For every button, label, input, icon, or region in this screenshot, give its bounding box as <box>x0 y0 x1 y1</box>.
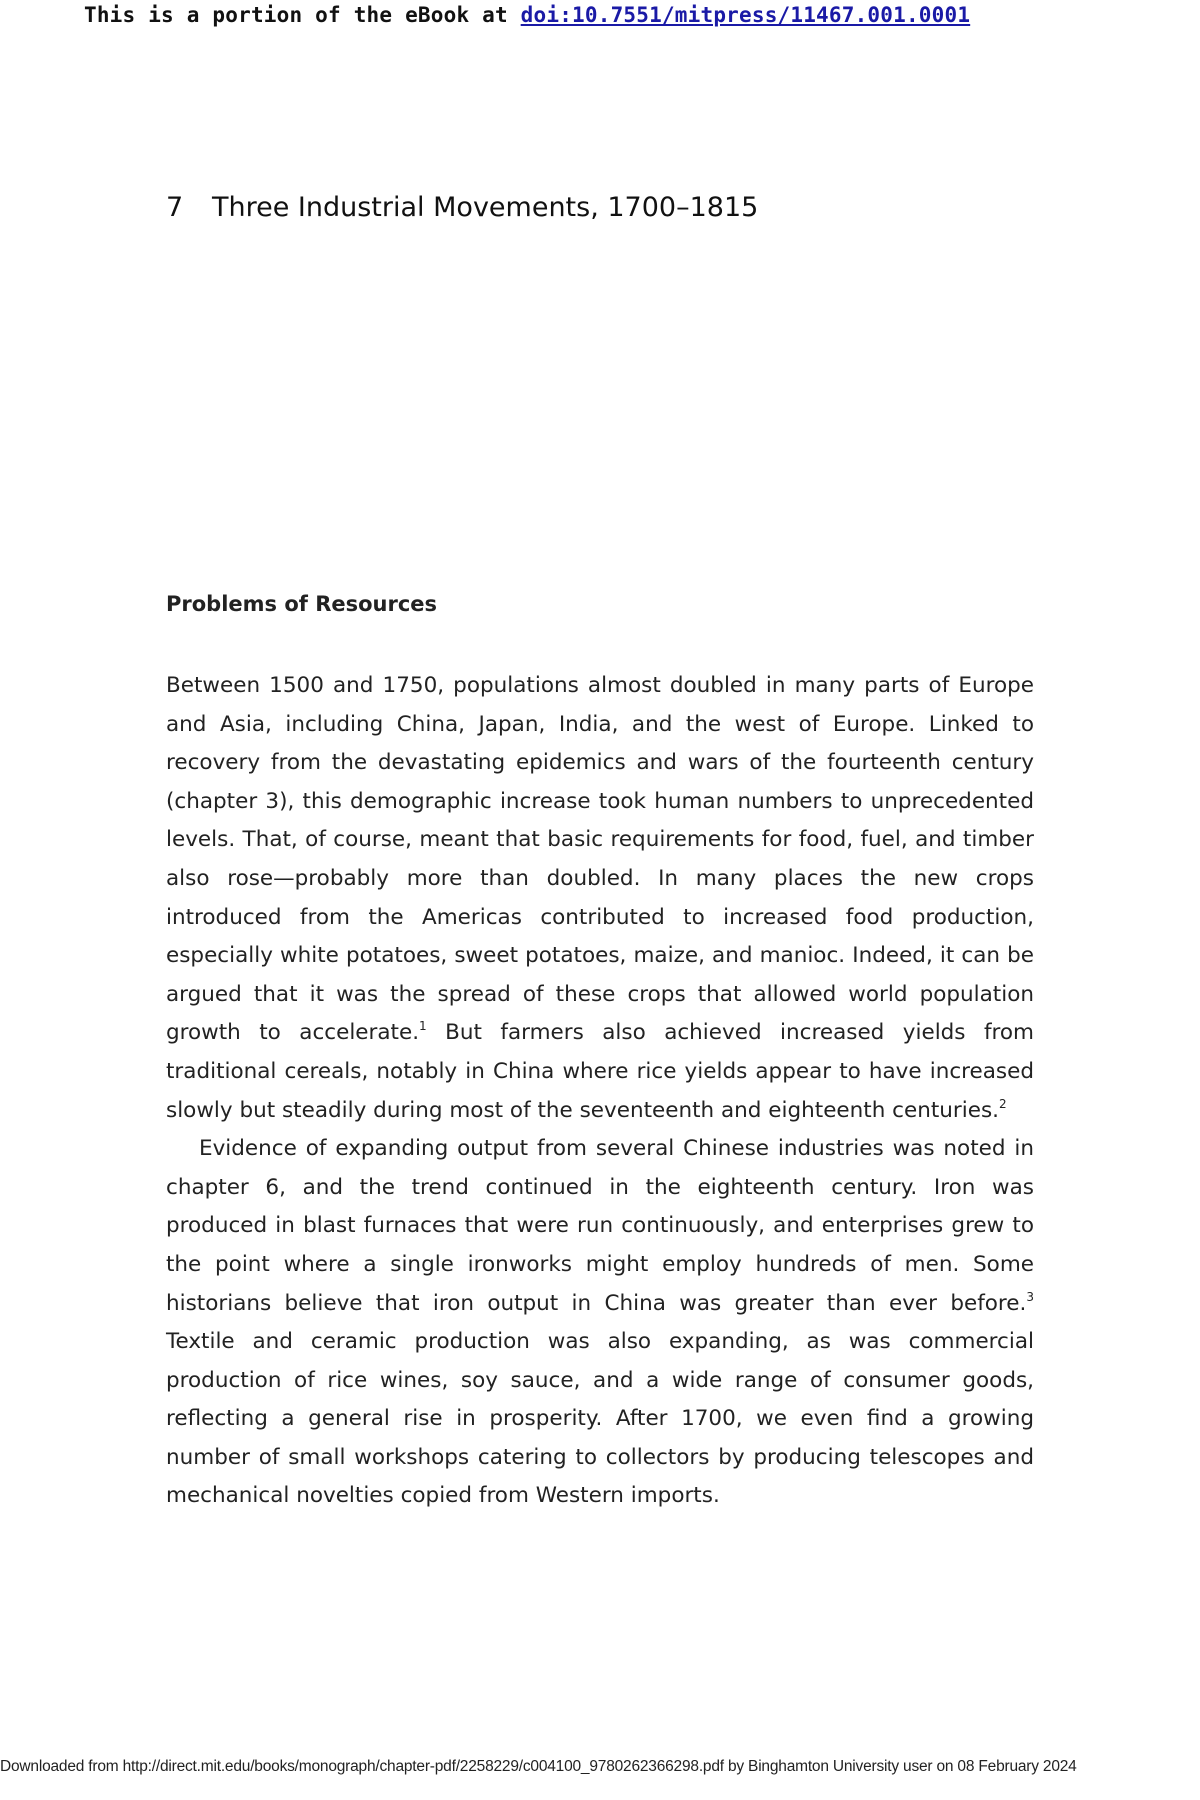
paragraph-2 <box>166 1130 1034 1516</box>
paragraph-1-text-a: Between 1500 and 1750, populations almost doubled in many parts of Europe and Asia, including China, Japan, India, and the west of Europe. Linked to recovery from the devastating epidemics and wars of the fourteenth century (chapter 3), this demographic increase took human numbers to unprecedented levels. That, of course, meant that basic requirements for food, fuel, and timber also rose—probably more than doubled. In many places the new crops introduced from the Americas contributed to increased food production, especially white potatoes, sweet potatoes, maize, and manioc. Indeed, it can be argued that it was the spread of these crops that allowed world population growth to accelerate. <box>166 673 1034 1046</box>
body-text <box>166 667 1034 1516</box>
section-heading: Problems of Resources <box>166 592 438 616</box>
paragraph-1 <box>166 667 1034 1130</box>
chapter-title <box>166 192 758 223</box>
doi-link[interactable]: doi:10.7551/mitpress/11467.001.0001 <box>520 3 971 27</box>
footnote-ref-2[interactable]: 2 <box>998 1096 1007 1111</box>
chapter-number: 7 <box>166 192 184 223</box>
paragraph-1-text-b: But farmers also achieved increased yields from traditional cereals, notably in China where rice yields appear to have increased slowly but steadily during most of the seventeenth and eighteenth centuries. <box>166 1020 1034 1123</box>
footnote-ref-1[interactable]: 1 <box>419 1019 427 1034</box>
chapter-title-text: Three Industrial Movements, 1700–1815 <box>212 192 759 223</box>
paragraph-2-text-b: Textile and ceramic production was also expanding, as was commercial production of rice wines, soy sauce, and a wide range of consumer goods, reflecting a general rise in prosperity. After 1700, we even find a growing number of small workshops catering to collectors by producing telescopes and mechanical novelties copied from Western imports. <box>166 1329 1034 1509</box>
download-footer: Downloaded from http://direct.mit.edu/books/monograph/chapter-pdf/2258229/c004100_9780262366298.pdf by Binghamton University user on 08 February 2024 <box>0 1758 1077 1775</box>
ebook-banner <box>84 3 970 27</box>
footnote-ref-3[interactable]: 3 <box>1026 1289 1034 1304</box>
paragraph-2-text-a: Evidence of expanding output from several Chinese industries was noted in chapter 6, and the trend continued in the eighteenth century. Iron was produced in blast furnaces that were run continuously, and enterprises grew to the point where a single ironworks might employ hundreds of men. Some historians believe that iron output in China was greater than ever before. <box>166 1136 1034 1316</box>
banner-prefix: This is a portion of the eBook at <box>84 3 521 27</box>
